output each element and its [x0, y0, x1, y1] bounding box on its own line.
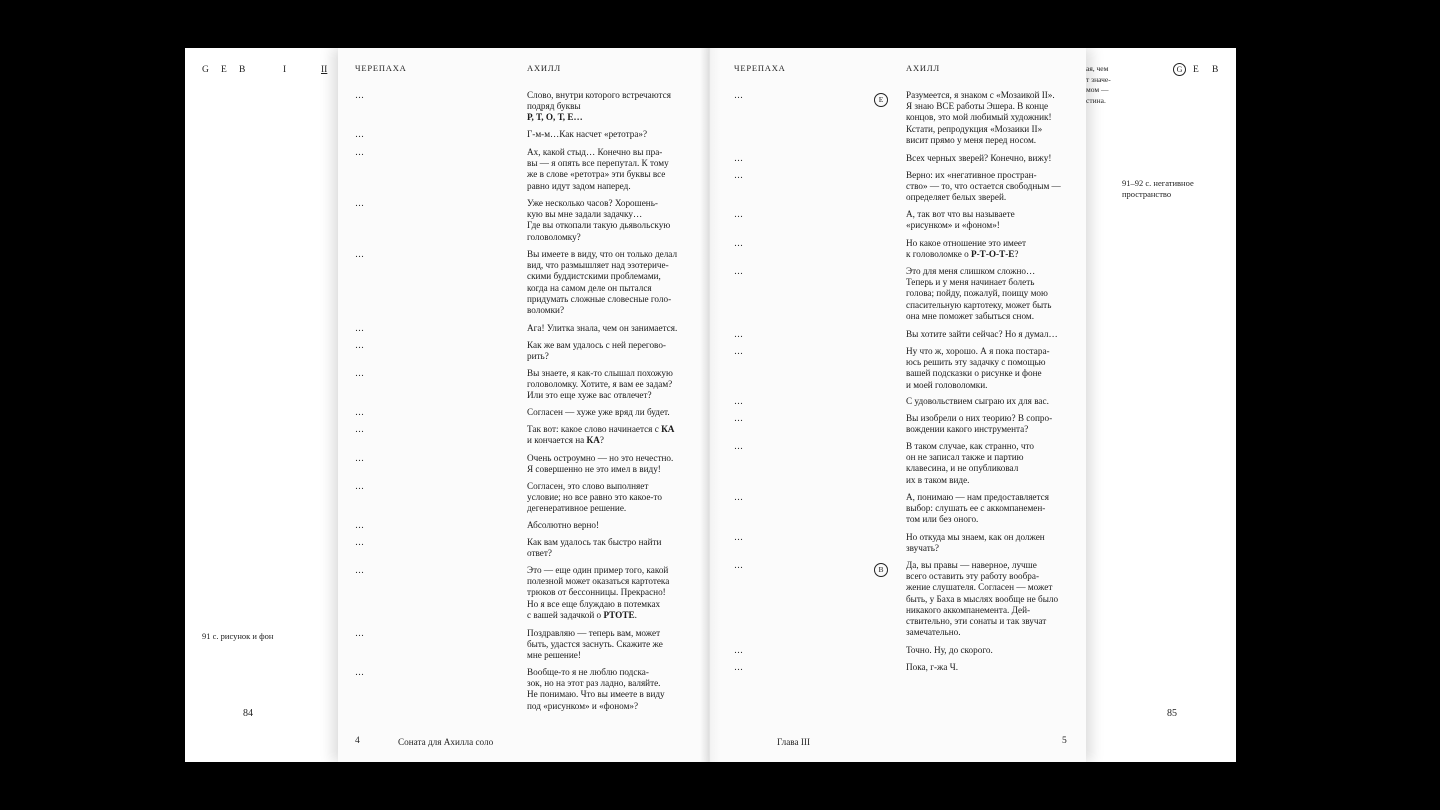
cut-off-text: ая, чем т значе- мом — стина.	[1086, 64, 1111, 105]
dialog-right-achilles-line: Разумеется, я знаком с «Мозаикой II». Я знаю ВСЕ работы Эшера. В конце концов, это мой любимый художник! Кстати, репродукция «Мозаики II» висит прямо у меня перед носом.	[906, 90, 1055, 145]
dialog-right-achilles-line: Точно. Ну, до скорого.	[906, 645, 993, 655]
dialog-right-achilles-line: Но откуда мы знаем, как он должен звучать?	[906, 532, 1045, 554]
dialog-right-turtle-line: …	[734, 91, 743, 101]
dialog-left-turtle-line: …	[355, 629, 364, 639]
dialog-right-turtle-line: …	[734, 330, 743, 340]
page-number-right: 85	[1167, 708, 1177, 719]
dialog-right-turtle-line: …	[734, 561, 743, 571]
dialog-left-turtle-line: …	[355, 538, 364, 548]
dialog-left-turtle-line: …	[355, 408, 364, 418]
dialog-right-achilles-line: Но какое отношение это имеет к головоломке о Р-Т-О-Т-Е?	[906, 238, 1026, 260]
dialog-left-turtle-line: …	[355, 566, 364, 576]
insert-page-number-right: 5	[1062, 736, 1067, 746]
dialog-left-turtle-line: …	[355, 482, 364, 492]
dialog-left-turtle-line: …	[355, 130, 364, 140]
page-number-left: 84	[243, 708, 253, 719]
dialog-right-turtle-line: …	[734, 414, 743, 424]
speaker-badge-b: B	[874, 563, 888, 577]
dialog-right-turtle-line: …	[734, 533, 743, 543]
dialog-right-turtle-line: …	[734, 347, 743, 357]
dialog-right-achilles-line: А, понимаю — нам предоставляется выбор: слушать ее с аккомпанемен- том или без оного.	[906, 492, 1049, 525]
dialog-right-turtle-line: …	[734, 239, 743, 249]
dialog-left-achilles-line: Ах, какой стыд… Конечно вы пра- вы — я опять все перепутал. К тому же в слове «ретотра» эти буквы все равно идут задом наперед.	[527, 147, 669, 191]
geb-letter-e: E	[221, 65, 227, 75]
dialog-right-turtle-line: …	[734, 171, 743, 181]
insert-page-number-left: 4	[355, 736, 360, 746]
dialog-right-achilles-line: Это для меня слишком сложно… Теперь и у меня начинает болеть голова; пойду, пожалуй, поищу мою спасительную картотеку, может быть она мне поможет забыться сном.	[906, 266, 1052, 321]
dialog-left-turtle-line: …	[355, 369, 364, 379]
dialog-right-turtle-line: …	[734, 154, 743, 164]
dialog-right-achilles-line: Ну что ж, хорошо. А я пока постара- юсь решить эту задачку с помощью вашей подсказки о рисунке и фоне и моей головоломки.	[906, 346, 1050, 390]
insert-gutter-shadow	[700, 48, 720, 762]
dialog-right-achilles-line: Вы изобрели о них теорию? В сопро- вождении какого инструмента?	[906, 413, 1053, 435]
dialog-left-turtle-line: …	[355, 521, 364, 531]
dialog-right-turtle-line: …	[734, 646, 743, 656]
geb-letter-g: G	[202, 65, 209, 75]
dialog-right-achilles-line: Пока, г-жа Ч.	[906, 662, 959, 672]
insert-footer-chapter: Глава III	[777, 737, 811, 747]
dialog-right-turtle-line: …	[734, 210, 743, 220]
dialog-right-achilles-line: Вы хотите зайти сейчас? Но я думал…	[906, 329, 1058, 339]
dialog-left-achilles-line: Согласен — хуже уже вряд ли будет.	[527, 407, 670, 417]
dialog-left-achilles-line: Ага! Улитка знала, чем он занимается.	[527, 323, 678, 333]
dialog-right-turtle-line: …	[734, 663, 743, 673]
dialog-left-turtle-line: …	[355, 199, 364, 209]
margin-note-left: 91 с. рисунок и фон	[202, 631, 274, 641]
dialog-left-turtle-line: …	[355, 250, 364, 260]
geb-letter-e-right: E	[1193, 65, 1199, 75]
column-header-turtle-left: ЧЕРЕПАХА	[355, 63, 407, 73]
dialog-right-achilles-line: С удовольствием сыграю их для вас.	[906, 396, 1049, 406]
dialog-left-achilles-line: Абсолютно верно!	[527, 520, 600, 530]
geb-letter-g-circled: G	[1173, 63, 1186, 76]
geb-letter-b: B	[239, 65, 246, 75]
margin-note-right: 91–92 с. негативное пространство	[1122, 178, 1194, 199]
dialog-right-achilles-line: Всех черных зверей? Конечно, вижу!	[906, 153, 1052, 163]
dialog-left-achilles-line: Г-м-м…Как насчет «ретотра»?	[527, 129, 648, 139]
dialog-left-achilles-line: Уже несколько часов? Хорошень- кую вы мне задали задачку… Где вы откопали такую дьявольскую головоломку?	[527, 198, 671, 242]
speaker-badge-e: E	[874, 93, 888, 107]
dialog-left-achilles-line: Слово, внутри которого встречаются подряд буквы Р, Т, О, Т, Е…	[527, 90, 671, 123]
dialog-left-achilles-line: Вообще-то я не люблю подска- зок, но на этот раз ладно, валяйте. Не понимаю. Что вы имеете в виду под «рисунком» и «фоном»?	[527, 667, 665, 711]
part-number-ii: II	[321, 65, 328, 75]
dialog-left-achilles-line: Поздравляю — теперь вам, может быть, удастся заснуть. Скажите же мне решение!	[527, 628, 663, 661]
dialog-left-achilles-line: Это — еще один пример того, какой полезной может оказаться картотека трюков от бессонницы. Прекрасно! Но я все еще блуждаю в потемках с вашей задачкой о РТОТЕ.	[527, 565, 670, 620]
dialog-left-achilles-line: Как вам удалось так быстро найти ответ?	[527, 537, 662, 559]
dialog-right-achilles-line: Да, вы правы — наверное, лучше всего оставить эту работу вообра- жение слушателя. Согласен — может быть, у Баха в мыслях вообще не было никакого аккомпанемента. Дей- ствительно, эти сонаты и так звучат замечательно.	[906, 560, 1059, 638]
dialog-left-achilles-line: Как же вам удалось с ней перегово- рить?	[527, 340, 666, 362]
column-header-turtle-right: ЧЕРЕПАХА	[734, 63, 786, 73]
dialog-left-turtle-line: …	[355, 148, 364, 158]
dialog-left-achilles-line: Вы имеете в виду, что он только делал вид, что размышляет над эзотериче- скими буддистскими проблемами, когда на самом деле он пытался придумать сложные словесные голо- воломки?	[527, 249, 678, 316]
part-number-i: I	[283, 65, 287, 75]
dialog-right-turtle-line: …	[734, 442, 743, 452]
column-header-achilles-left: АХИЛЛ	[527, 63, 561, 73]
dialog-left-turtle-line: …	[355, 454, 364, 464]
dialog-left-achilles-line: Вы знаете, я как-то слышал похожую головоломку. Хотите, я вам ее задам? Или это еще хуже вас отвлечет?	[527, 368, 673, 401]
dialog-left-achilles-line: Согласен, это слово выполняет условие; но все равно это какое-то дегенеративное решение.	[527, 481, 662, 514]
insert-footer-title: Соната для Ахилла соло	[398, 737, 494, 747]
dialog-left-achilles-line: Очень остроумно — но это нечестно. Я совершенно не это имел в виду!	[527, 453, 674, 475]
geb-letter-b-right: B	[1212, 65, 1219, 75]
dialog-right-achilles-line: Верно: их «негативное простран- ство» — то, что остается свободным — определяет белых зверей.	[906, 170, 1061, 203]
dialog-left-turtle-line: …	[355, 425, 364, 435]
dialog-right-turtle-line: …	[734, 397, 743, 407]
dialog-right-turtle-line: …	[734, 267, 743, 277]
column-header-achilles-right: АХИЛЛ	[906, 63, 940, 73]
dialog-right-achilles-line: В таком случае, как странно, что он не записал также и партию клавесина, и не опубликовал их в таком виде.	[906, 441, 1034, 485]
dialog-left-turtle-line: …	[355, 91, 364, 101]
dialog-right-achilles-line: А, так вот что вы называете «рисунком» и «фоном»!	[906, 209, 1015, 231]
dialog-left-turtle-line: …	[355, 668, 364, 678]
dialog-left-turtle-line: …	[355, 341, 364, 351]
dialog-right-turtle-line: …	[734, 493, 743, 503]
dialog-left-turtle-line: …	[355, 324, 364, 334]
dialog-left-achilles-line: Так вот: какое слово начинается с КА и кончается на КА?	[527, 424, 675, 446]
